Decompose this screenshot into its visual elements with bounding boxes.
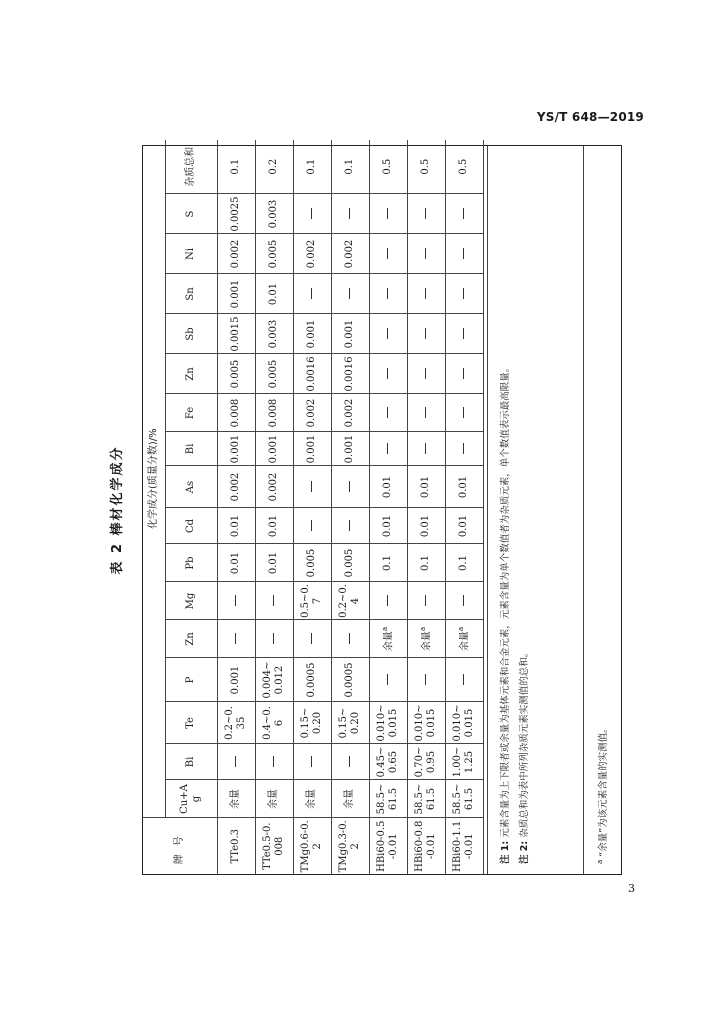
dash-mark: [425, 444, 426, 455]
brand-cell: TMg0.6-0.2: [293, 818, 331, 874]
dash-mark: [425, 209, 426, 220]
column-header: Mg: [165, 582, 217, 620]
value-cell: [407, 194, 445, 234]
value-cell: 0.004~0.012: [255, 658, 293, 702]
value-cell: 58.5~61.5: [445, 780, 483, 818]
dash-mark: [349, 634, 350, 645]
value-cell: [331, 466, 369, 508]
note-2-text: 杂质总和为表中所列杂质元素实测值的总和。: [519, 647, 530, 838]
table-notes: [487, 146, 583, 874]
column-header: As: [165, 466, 217, 508]
value-cell: [407, 354, 445, 394]
value-cell: 0.002: [217, 466, 255, 508]
value-cell: 0.005: [331, 544, 369, 582]
value-cell: [369, 314, 407, 354]
value-cell: 0.1: [407, 544, 445, 582]
column-header: Bi: [165, 744, 217, 780]
dash-mark: [387, 444, 388, 455]
column-header: Ni: [165, 234, 217, 274]
value-cell: 0.2~0.35: [217, 702, 255, 744]
dash-mark: [425, 675, 426, 686]
value-cell: 0.008: [255, 394, 293, 432]
value-cell: 余量: [293, 780, 331, 818]
value-cell: 0.002: [217, 234, 255, 274]
value-cell: 0.001: [331, 432, 369, 466]
value-cell: 0.0015: [217, 314, 255, 354]
dash-mark: [463, 249, 464, 260]
value-cell: 0.2~0.4: [331, 582, 369, 620]
value-cell: 0.01: [255, 544, 293, 582]
value-cell: 0.01: [255, 508, 293, 544]
value-cell: [293, 744, 331, 780]
dash-mark: [387, 249, 388, 260]
value-cell: 0.005: [217, 354, 255, 394]
value-cell: 0.1: [217, 140, 255, 194]
value-cell: 0.01: [445, 508, 483, 544]
column-header: Sn: [165, 274, 217, 314]
chemical-composition-table: [142, 145, 622, 875]
brand-cell: HBi60-1.1-0.01: [445, 818, 483, 874]
value-cell: [445, 314, 483, 354]
value-cell: [369, 194, 407, 234]
brand-cell: TTe0.3: [217, 818, 255, 874]
dash-mark: [425, 289, 426, 300]
dash-mark: [387, 329, 388, 340]
value-cell: [369, 432, 407, 466]
note-2: [515, 156, 534, 864]
table-row: [217, 140, 255, 874]
value-cell: 0.010~0.015: [369, 702, 407, 744]
value-cell: 0.005: [255, 234, 293, 274]
value-cell: [407, 658, 445, 702]
dash-mark: [349, 289, 350, 300]
value-cell: [407, 432, 445, 466]
dash-mark: [311, 757, 312, 768]
value-cell: 0.1: [293, 140, 331, 194]
note-1-label: 注 1:: [500, 840, 511, 864]
brand-cell: HBi60-0.5-0.01: [369, 818, 407, 874]
value-cell: 余量: [217, 780, 255, 818]
value-cell: [407, 274, 445, 314]
value-cell: [407, 394, 445, 432]
value-cell: 0.5~0.7: [293, 582, 331, 620]
dash-mark: [463, 408, 464, 419]
value-cell: [445, 620, 483, 658]
dash-mark: [349, 209, 350, 220]
value-cell: [331, 274, 369, 314]
dash-mark: [387, 408, 388, 419]
value-cell: 余量: [255, 780, 293, 818]
value-cell: [255, 744, 293, 780]
value-cell: [445, 194, 483, 234]
value-cell: [293, 194, 331, 234]
dash-mark: [349, 521, 350, 532]
value-cell: 0.002: [255, 466, 293, 508]
dash-mark: [463, 329, 464, 340]
value-cell: [407, 620, 445, 658]
value-cell: 0.001: [255, 432, 293, 466]
brand-cell: TTe0.5-0.008: [255, 818, 293, 874]
column-header: Zn: [165, 354, 217, 394]
footnote-text: “余量”为该元素含量的实测值。: [598, 723, 609, 857]
value-text: 余量: [382, 631, 394, 652]
value-cell: 0.002: [331, 394, 369, 432]
value-cell: [369, 620, 407, 658]
value-cell: 0.001: [217, 274, 255, 314]
column-header: 杂质总和: [165, 140, 217, 194]
dash-mark: [463, 209, 464, 220]
dash-mark: [425, 596, 426, 607]
value-cell: 0.4~0.6: [255, 702, 293, 744]
dash-mark: [311, 634, 312, 645]
dash-mark: [425, 249, 426, 260]
value-cell: [331, 194, 369, 234]
value-cell: [369, 658, 407, 702]
value-cell: 0.010~0.015: [445, 702, 483, 744]
table-footnote: [583, 146, 621, 874]
composition-group-header: 化学成分(质量分数)/%: [143, 140, 165, 818]
value-cell: 0.1: [331, 140, 369, 194]
value-cell: 0.01: [217, 508, 255, 544]
column-header: Te: [165, 702, 217, 744]
value-cell: 0.001: [293, 432, 331, 466]
column-header: Bi: [165, 432, 217, 466]
column-header: Sb: [165, 314, 217, 354]
dash-mark: [463, 444, 464, 455]
table-title: 表 2 棒材化学成分: [110, 445, 125, 575]
value-cell: [293, 620, 331, 658]
value-cell: [445, 354, 483, 394]
value-cell: 0.001: [331, 314, 369, 354]
value-cell: 0.010~0.015: [407, 702, 445, 744]
value-cell: 0.01: [445, 466, 483, 508]
column-header: Cd: [165, 508, 217, 544]
value-cell: 0.5: [369, 140, 407, 194]
dash-mark: [311, 289, 312, 300]
brand-cell: HBi60-0.8-0.01: [407, 818, 445, 874]
value-cell: 0.15~0.20: [331, 702, 369, 744]
dash-mark: [235, 634, 236, 645]
value-cell: 0.5: [407, 140, 445, 194]
value-cell: [407, 314, 445, 354]
dash-mark: [273, 634, 274, 645]
value-cell: [369, 234, 407, 274]
dash-mark: [387, 289, 388, 300]
value-cell: 0.45~0.65: [369, 744, 407, 780]
table-row: [331, 140, 369, 874]
value-cell: 0.0016: [331, 354, 369, 394]
column-header: Fe: [165, 394, 217, 432]
dash-mark: [349, 757, 350, 768]
value-cell: 0.002: [331, 234, 369, 274]
value-cell: [407, 234, 445, 274]
dash-mark: [311, 521, 312, 532]
note-1: [496, 156, 515, 864]
column-header: P: [165, 658, 217, 702]
dash-mark: [463, 675, 464, 686]
value-cell: 0.0025: [217, 194, 255, 234]
value-cell: 0.5: [445, 140, 483, 194]
value-cell: [369, 354, 407, 394]
value-cell: [445, 234, 483, 274]
value-cell: 0.001: [217, 432, 255, 466]
value-cell: [445, 432, 483, 466]
value-cell: 0.0016: [293, 354, 331, 394]
table-row: [407, 140, 445, 874]
value-cell: 0.70~0.95: [407, 744, 445, 780]
value-cell: 0.01: [255, 274, 293, 314]
dash-mark: [463, 596, 464, 607]
value-cell: 0.003: [255, 194, 293, 234]
standard-code: YS/T 648—2019: [536, 110, 644, 124]
value-cell: 58.5~61.5: [369, 780, 407, 818]
dash-mark: [349, 482, 350, 493]
dash-mark: [311, 209, 312, 220]
value-cell: 0.0005: [331, 658, 369, 702]
value-cell: 余量: [331, 780, 369, 818]
dash-mark: [273, 757, 274, 768]
dash-mark: [463, 369, 464, 380]
footnote-ref: a: [380, 626, 389, 632]
composition-grid: [143, 140, 484, 874]
brand-header: 牌号: [143, 818, 217, 874]
value-cell: 0.15~0.20: [293, 702, 331, 744]
value-cell: [255, 582, 293, 620]
value-cell: [217, 582, 255, 620]
dash-mark: [273, 596, 274, 607]
value-cell: 0.0005: [293, 658, 331, 702]
table-row: [369, 140, 407, 874]
brand-cell: TMg0.3-0.2: [331, 818, 369, 874]
column-header: Zn: [165, 620, 217, 658]
value-cell: 0.2: [255, 140, 293, 194]
value-cell: 0.005: [255, 354, 293, 394]
footnote-ref: a: [456, 626, 465, 632]
note-2-label: 注 2:: [519, 840, 530, 864]
value-cell: [369, 394, 407, 432]
value-cell: 0.008: [217, 394, 255, 432]
value-cell: 0.01: [369, 466, 407, 508]
rotated-table-area: [102, 145, 622, 875]
footnote-ref: a: [418, 626, 427, 632]
dash-mark: [425, 408, 426, 419]
value-cell: 0.01: [217, 544, 255, 582]
value-cell: 0.1: [369, 544, 407, 582]
value-cell: [217, 744, 255, 780]
dash-mark: [425, 369, 426, 380]
value-cell: [407, 582, 445, 620]
table-row: [255, 140, 293, 874]
value-cell: 1.00~1.25: [445, 744, 483, 780]
value-cell: 0.005: [293, 544, 331, 582]
dash-mark: [387, 675, 388, 686]
value-cell: [331, 744, 369, 780]
dash-mark: [235, 596, 236, 607]
value-cell: 0.01: [369, 508, 407, 544]
value-cell: [331, 508, 369, 544]
dash-mark: [387, 596, 388, 607]
value-cell: [293, 274, 331, 314]
value-cell: [445, 582, 483, 620]
column-header: Cu+Ag: [165, 780, 217, 818]
value-cell: 0.1: [445, 544, 483, 582]
value-cell: [369, 582, 407, 620]
column-header: Pb: [165, 544, 217, 582]
column-header: S: [165, 194, 217, 234]
dash-mark: [425, 329, 426, 340]
value-cell: [369, 274, 407, 314]
value-cell: [293, 508, 331, 544]
value-cell: 0.002: [293, 394, 331, 432]
value-cell: 0.01: [407, 466, 445, 508]
note-1-text: 元素含量为上下限者或余量为基体元素和合金元素，元素含量为单个数值者为杂质元素，单个数值表示最高限量。: [500, 362, 511, 838]
value-cell: [255, 620, 293, 658]
dash-mark: [235, 757, 236, 768]
dash-mark: [311, 482, 312, 493]
dash-mark: [387, 369, 388, 380]
value-cell: [445, 274, 483, 314]
page-number: 3: [628, 882, 635, 895]
dash-mark: [387, 209, 388, 220]
value-cell: [445, 394, 483, 432]
value-cell: 0.001: [293, 314, 331, 354]
value-cell: 0.01: [407, 508, 445, 544]
value-cell: 0.002: [293, 234, 331, 274]
value-text: 余量: [420, 631, 432, 652]
value-cell: 0.003: [255, 314, 293, 354]
value-text: 余量: [458, 631, 470, 652]
table-row: [293, 140, 331, 874]
dash-mark: [463, 289, 464, 300]
value-cell: [217, 620, 255, 658]
value-cell: [331, 620, 369, 658]
value-cell: [445, 658, 483, 702]
footnote-mark: a: [595, 859, 604, 864]
value-cell: [293, 466, 331, 508]
table-row: [445, 140, 483, 874]
value-cell: 0.001: [217, 658, 255, 702]
value-cell: 58.5~61.5: [407, 780, 445, 818]
